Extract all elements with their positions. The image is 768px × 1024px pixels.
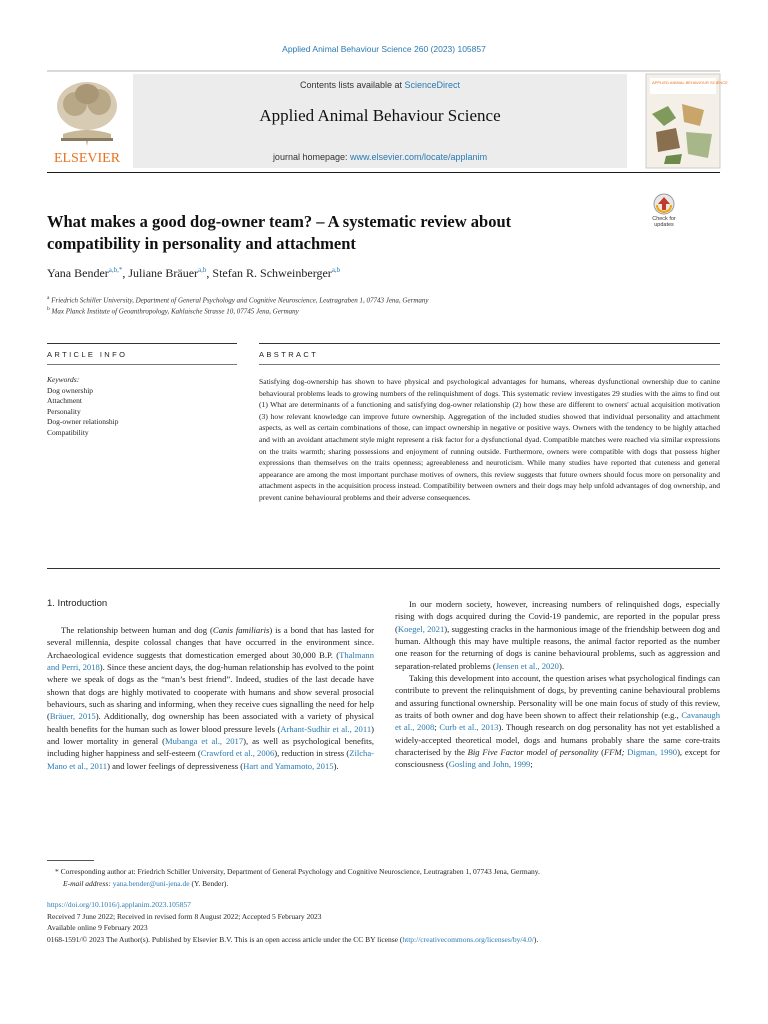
- journal-title: Applied Animal Behaviour Science: [259, 106, 501, 125]
- keyword-item: Dog-owner relationship: [47, 417, 119, 427]
- sciencedirect-link[interactable]: ScienceDirect: [404, 80, 461, 90]
- abstract-bottom-rule: [47, 568, 720, 569]
- body-text: ), suggesting cracks in the harmonious image of the friendship between dog and human. Although this may have multiple reasons, the animal factor reported as the number one reason for the returning of dogs is canine behavioural problems, such as aggression and separation-related problems (: [395, 623, 720, 671]
- affiliation: [47, 295, 697, 304]
- body-text: ). Though research on dog personality has not yet established a widely-accepted theoretical model, dogs and humans probably share the same core-traits characterised by the: [395, 722, 720, 758]
- citation-link[interactable]: Crawford et al., 2006: [200, 748, 275, 759]
- author-name[interactable]: Juliane Bräuer: [128, 266, 199, 280]
- keywords-block: [47, 375, 227, 439]
- check-updates-label[interactable]: Check for updates: [652, 216, 676, 228]
- cover-title: APPLIED ANIMAL BEHAVIOUR SCIENCE: [652, 80, 728, 85]
- homepage-line: [133, 152, 627, 162]
- abstract-heading: ABSTRACT: [259, 350, 319, 359]
- citation-link[interactable]: Mubanga et al., 2017: [164, 736, 244, 747]
- body-paragraph: [47, 624, 374, 772]
- article-title: What makes a good dog-owner team? – A systematic review about compatibility in personality and attachment: [47, 212, 512, 253]
- article-info-heading: ARTICLE INFO: [47, 350, 128, 359]
- body-paragraph: [395, 598, 720, 672]
- body-text: ) is a bond that has lasted for several millennia, despite colossal changes that have occurred in the environment since. Archaeological evidence suggests that domestication emerged about 30,000 B.P. (: [47, 625, 375, 660]
- footnote-star: *: [55, 867, 59, 876]
- homepage-prefix: journal homepage:: [272, 152, 350, 162]
- body-text: ). Additionally, dog ownership has been associated with a variety of physical health benefits for the human such as lower blood pressure levels (: [47, 711, 374, 734]
- author-name[interactable]: Yana Bender: [47, 266, 109, 280]
- corresponding-text: Corresponding author at: Friedrich Schiller University, Department of General Psychology and Cognitive Neuroscience, Leutragraben 1, 07743 Jena, Germany.: [60, 867, 540, 876]
- citation-link[interactable]: Jensen et al., 2020: [495, 660, 559, 671]
- contents-line: [133, 80, 627, 90]
- author-list: Yana Bender$^{a,b,*}$, Juliane Bräuer$^{a,b}$, Stefan R. Schweinberger$^{a,b}$: [47, 266, 341, 280]
- section-heading-introduction: 1. Introduction: [47, 598, 108, 609]
- citation-link[interactable]: Arhant-Sudhir et al., 2011: [280, 723, 372, 734]
- article-info-top-rule: [47, 343, 237, 344]
- affiliation-text: Friedrich Schiller University, Department of General Psychology and Cognitive Neuroscience, Leutragraben 1, 07743 Jena, Germany: [51, 296, 429, 305]
- license-link[interactable]: http://creativecommons.org/licenses/by/4.0/: [402, 934, 534, 944]
- contents-prefix: Contents lists available at: [299, 80, 405, 90]
- body-text: In our modern society, however, increasing numbers of relinquished dogs, especially rising with dogs acquired during the Covid-19 pandemic, are reported in the popular press (: [395, 599, 720, 634]
- email-line: [47, 878, 720, 890]
- footnote-rule: [47, 860, 94, 861]
- license-suffix: ).: [533, 934, 539, 944]
- italic-text: FFM;: [604, 747, 628, 758]
- author-name[interactable]: Stefan R. Schweinberger: [212, 266, 332, 280]
- body-text: ;: [530, 759, 533, 770]
- citation-link[interactable]: Thalmann and Perri, 2018: [47, 649, 374, 673]
- body-text: The relationship between human and dog (: [61, 625, 213, 635]
- email-link[interactable]: yana.bender@uni-jena.de: [112, 878, 190, 888]
- citation-link[interactable]: Hart and Yamamoto, 2015: [243, 760, 334, 771]
- body-text: ).: [558, 660, 564, 671]
- citation-link[interactable]: Koegel, 2021: [397, 623, 445, 634]
- body-paragraph: [395, 672, 720, 771]
- body-text: ;: [434, 722, 440, 733]
- journal-cover-thumbnail[interactable]: [646, 74, 728, 168]
- header-bottom-rule: [47, 172, 720, 173]
- keywords-label: Keywords:: [47, 375, 80, 384]
- abstract-top-rule: [259, 343, 720, 344]
- body-text: (: [598, 747, 604, 758]
- affiliation-text: Max Planck Institute of Geoanthropology, Kahlaische Strasse 10, 07745 Jena, Germany: [51, 307, 299, 316]
- header-top-rule: [47, 70, 720, 72]
- citation-link[interactable]: Digman, 1990: [627, 747, 678, 758]
- citation-link[interactable]: Cavanaugh et al., 2008: [395, 710, 720, 733]
- body-text: ).: [333, 760, 339, 771]
- homepage-link[interactable]: www.elsevier.com/locate/applanim: [350, 152, 488, 162]
- body-text: ), except for consciousness (: [395, 747, 721, 770]
- author-marks[interactable]: a,b: [198, 266, 207, 274]
- body-text: ) and lower mortality in general (: [47, 723, 374, 747]
- received-dates: Received 7 June 2022; Received in revised form 8 August 2022; Accepted 5 February 2023: [47, 911, 322, 921]
- article-info-sub-rule: [47, 364, 237, 365]
- citation-link[interactable]: Curb et al., 2013: [439, 722, 499, 733]
- citation-link[interactable]: Gosling and John, 1999: [448, 759, 531, 770]
- citation-link[interactable]: Zilcha-Mano et al., 2011: [47, 748, 375, 771]
- author-marks[interactable]: a,b: [331, 266, 341, 274]
- affiliation-mark: a: [47, 295, 50, 301]
- available-online: Available online 9 February 2023: [47, 923, 148, 933]
- italic-text: Big Five Factor model of personality: [467, 747, 599, 758]
- body-text: Taking this development into account, the question arises what psychological findings can contribute to prevent the relinquishment of dogs, by preventing canine behavioural problems and assuring functional ownership. Personality will be one main focus of study of this review, as traits of both owner and dog have been shown to affect their relationship (e.g.,: [395, 673, 720, 721]
- keyword-item: Dog ownership: [47, 385, 94, 395]
- check-for-updates-badge[interactable]: [646, 192, 682, 232]
- email-label: E-mail address:: [63, 878, 111, 888]
- footnote: [47, 866, 720, 889]
- license-line: [47, 934, 720, 946]
- corresponding-author-note: [47, 866, 720, 878]
- email-suffix: (Y. Bender).: [189, 878, 229, 888]
- body-text: ), reduction in stress (: [274, 748, 350, 759]
- body-text: ) and lower feelings of depressiveness (: [107, 760, 244, 771]
- doi-link[interactable]: https://doi.org/10.1016/j.applanim.2023.105857: [47, 900, 191, 909]
- article-history: [47, 899, 720, 945]
- body-text: ). Since these ancient days, the dog-human relationship has evolved to the point where we speak of dogs as the “man’s best friend”. Indeed, studies of the last decade have shown that dogs are highly motivated to cooperate with humans and show several prosocial behaviours, such as sharing and informing, when they receive cues signalling the need for help (: [47, 662, 375, 722]
- affiliation-mark: b: [47, 306, 50, 312]
- affiliation: [47, 306, 697, 315]
- italic-text: Canis familiaris: [212, 625, 270, 635]
- elsevier-logo: [47, 74, 127, 166]
- license-prefix: 0168-1591/© 2023 The Author(s). Published by Elsevier B.V. This is an open access article under the CC BY license (: [47, 934, 403, 944]
- keyword-item: Compatibility: [47, 427, 89, 437]
- body-column-right: [395, 598, 720, 771]
- abstract-sub-rule: [259, 364, 720, 365]
- author-marks[interactable]: a,b,*: [108, 266, 123, 274]
- elsevier-wordmark: ELSEVIER: [53, 151, 121, 166]
- abstract-text: Satisfying dog-ownership has shown to have physical and psychological advantages for humans, whereas dysfunctional ownership due to canine behavioural problems leads to growing numbers of the relinquishment of dogs. This systematic review investigates 29 studies with the aims to find out (1) What are determinants of a functioning and satisfying dog-owner relationship (2) how these are different to owners' actual acquisition motivation (3) how relevant knowledge can improve future ownership. Aggregation of the included studies showed that individual personality and attachment aspects, as well as certain combinations of those, can impact ownership in negative or positive ways. Owners with the tendency to be highly attached and with an avoidant attachment style might represent a risk factor for a dysfunctional dyad. Compatible matches were reached via similar expressions on the traits warmth; sharing possessions and enjoyment of running outside. Furthermore, owners were compatible with dogs that possess higher expressions than themselves on the traits openness; agreeableness and neuroticism. While many studies have reported that cuteness and general appearance are among the most important purchase motives of owners, this review suggests that future owners should focus more on personality and attachment aspects in the acquisition process instead. Compatibility between owners and their dogs may help unfold advantages of dog ownership, and prevent canine behavioural problems and their adverse consequences.: [259, 377, 720, 502]
- keyword-item: Attachment: [47, 396, 82, 406]
- body-text: ), as well as psychological benefits, including higher happiness and self-esteem (: [47, 736, 375, 759]
- keyword-item: Personality: [47, 406, 81, 416]
- journal-reference[interactable]: Applied Animal Behaviour Science 260 (2023) 105857: [282, 44, 486, 54]
- citation-link[interactable]: Bräuer, 2015: [49, 711, 96, 722]
- body-column-left: [47, 624, 374, 772]
